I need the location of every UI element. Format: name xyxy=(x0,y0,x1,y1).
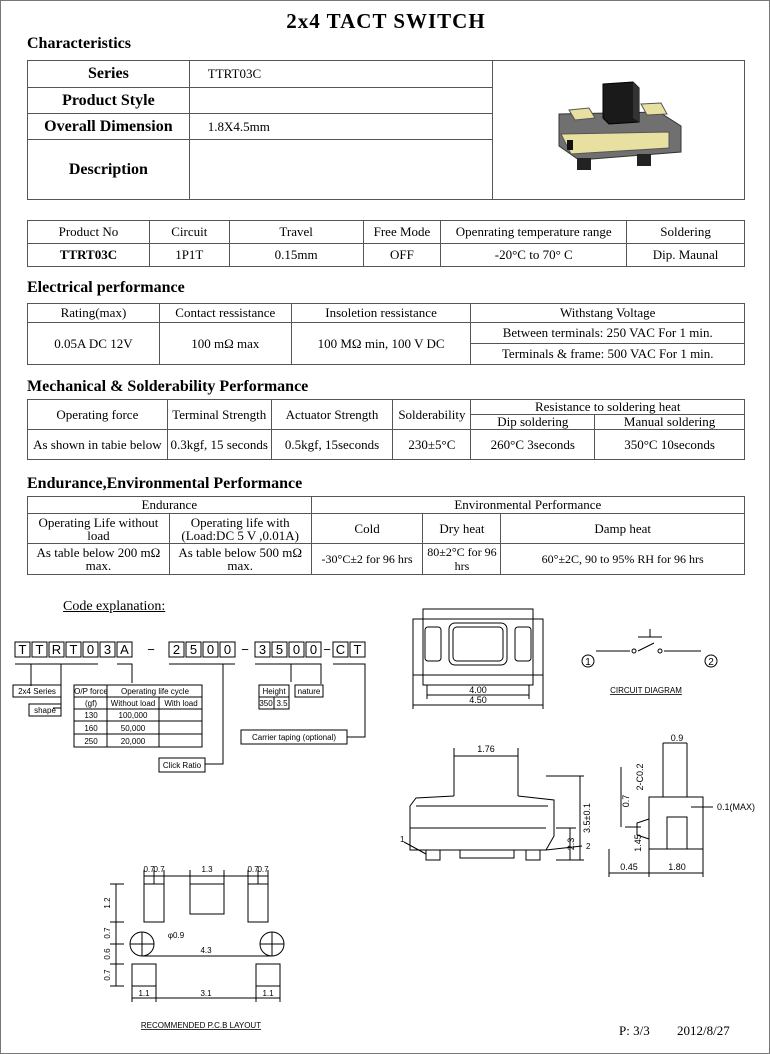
endurance-header-no-load: Operating Life without load xyxy=(28,514,170,544)
env-value-dry: 80±2°C for 96 hrs xyxy=(423,544,501,575)
code-char-11: 0 xyxy=(223,642,232,657)
mech-header-operating-force: Operating force xyxy=(28,400,168,430)
description-label: Description xyxy=(28,140,190,200)
mech-value-actuator-strength: 0.5kgf, 15seconds xyxy=(271,430,393,460)
product-header-free-mode: Free Mode xyxy=(363,221,441,244)
series-code-label: 2x4 Series xyxy=(18,687,56,696)
code-char-3: R xyxy=(51,642,62,657)
electrical-contact: 100 mΩ max xyxy=(159,323,291,365)
code-heading: Code explanation: xyxy=(63,599,166,614)
description-value xyxy=(189,140,492,200)
mech-value-manual: 350°C 10seconds xyxy=(595,430,745,460)
electrical-header-contact: Contact ressistance xyxy=(159,304,291,323)
electrical-header-rating: Rating(max) xyxy=(28,304,160,323)
mech-header-manual: Manual soldering xyxy=(595,415,745,430)
life-cycle-250: 20,000 xyxy=(120,737,146,746)
code-char-15: 0 xyxy=(309,642,318,657)
env-value-cold: -30°C±2 for 96 hrs xyxy=(311,544,423,575)
switch-illustration xyxy=(539,74,699,184)
code-char-17: T xyxy=(353,642,362,657)
top-view-drawing xyxy=(401,603,561,715)
product-value-free-mode: OFF xyxy=(363,244,441,267)
electrical-header-insulation: Insoletion ressistance xyxy=(291,304,471,323)
pcb-dim-07b: 0.7 xyxy=(153,865,165,874)
pcb-dim-43: 4.3 xyxy=(200,946,212,955)
front-view-drawing xyxy=(396,736,596,876)
electrical-withstand-terminals: Between terminals: 250 VAC For 1 min. xyxy=(471,323,745,344)
shape-code-label: shape xyxy=(34,706,56,715)
endurance-table xyxy=(27,496,745,575)
environmental-group-header: Environmental Performance xyxy=(311,497,744,514)
pcb-dim-07f: 0.7 xyxy=(103,969,112,981)
electrical-withstand-frame: Terminals & frame: 500 VAC For 1 min. xyxy=(471,344,745,365)
env-header-cold: Cold xyxy=(311,514,423,544)
product-value-soldering: Dip. Maunal xyxy=(627,244,745,267)
endurance-value-load: As table below 500 mΩ max. xyxy=(169,544,311,575)
code-char-16: C xyxy=(335,642,346,657)
mech-header-dip: Dip soldering xyxy=(471,415,595,430)
without-load-label: Without load xyxy=(110,699,156,708)
side-dim-180: 1.80 xyxy=(668,862,686,872)
top-dim-inner: 4.00 xyxy=(469,685,487,695)
with-load-label: With load xyxy=(164,699,198,708)
footer-date: 2012/8/27 xyxy=(677,1023,730,1038)
life-force-160: 160 xyxy=(84,724,98,733)
op-force-label: O/P force xyxy=(74,687,108,696)
front-pin-1: 1 xyxy=(400,835,405,844)
side-dim-145: 1.45 xyxy=(633,834,643,852)
top-dim-outer: 4.50 xyxy=(469,695,487,705)
pcb-dim-07c: 0.7 xyxy=(247,865,259,874)
circuit-pin-1: 1 xyxy=(585,657,591,668)
electrical-table xyxy=(27,303,745,365)
pcb-dim-31: 3.1 xyxy=(200,989,212,998)
code-char-6: 3 xyxy=(103,642,112,657)
electrical-header-withstand: Withstang Voltage xyxy=(471,304,745,323)
mechanical-heading: Mechanical & Solderability Performance xyxy=(27,378,309,395)
product-table xyxy=(27,220,745,267)
endurance-value-no-load: As table below 200 mΩ max. xyxy=(28,544,170,575)
life-cycle-130: 100,000 xyxy=(118,711,148,720)
page-title: 2x4 TACT SWITCH xyxy=(286,9,486,33)
product-header-travel: Travel xyxy=(229,221,363,244)
side-dim-045: 0.45 xyxy=(620,862,638,872)
pcb-dim-06: 0.6 xyxy=(103,948,112,960)
code-char-1: T xyxy=(18,642,27,657)
front-dim-23: 2.3 xyxy=(566,837,576,851)
life-force-250: 250 xyxy=(84,737,98,746)
side-view-drawing xyxy=(601,731,769,891)
code-explanation-diagram xyxy=(1,626,401,776)
mech-header-resistance: Resistance to soldering heat xyxy=(471,400,745,415)
pcb-layout-drawing xyxy=(96,856,306,1036)
life-cycle-160: 50,000 xyxy=(120,724,146,733)
circuit-diagram xyxy=(576,621,736,701)
circuit-pin-2: 2 xyxy=(708,657,714,668)
height-value: 350 xyxy=(259,699,273,708)
carrier-taping-label: Carrier taping (optional) xyxy=(251,733,337,742)
life-force-130: 130 xyxy=(84,711,98,720)
code-char-4: T xyxy=(69,642,78,657)
pcb-dim-phi: φ0.9 xyxy=(167,931,185,940)
pcb-dim-07e: 0.7 xyxy=(103,927,112,939)
code-char-13: 5 xyxy=(275,642,284,657)
product-header-soldering: Soldering xyxy=(627,221,745,244)
height-label: Height xyxy=(262,687,286,696)
pcb-dim-07a: 0.7 xyxy=(143,865,155,874)
code-char-14: 0 xyxy=(292,642,301,657)
side-dim-2c: 2-C0.2 xyxy=(635,763,645,791)
product-style-value xyxy=(189,88,492,114)
code-char-8: 2 xyxy=(172,642,181,657)
code-char-10: 0 xyxy=(206,642,215,657)
code-char-12: 3 xyxy=(258,642,267,657)
pcb-layout-label: RECOMMENDED P.C.B LAYOUT xyxy=(140,1021,262,1030)
product-header-product-no: Product No xyxy=(28,221,150,244)
electrical-heading: Electrical performance xyxy=(27,279,185,296)
mech-value-terminal-strength: 0.3kgf, 15 seconds xyxy=(167,430,271,460)
endurance-heading: Endurance,Environmental Performance xyxy=(27,475,303,492)
env-header-damp: Damp heat xyxy=(501,514,745,544)
product-value-temperature: -20°C to 70° C xyxy=(441,244,627,267)
front-dim-176: 1.76 xyxy=(477,744,495,754)
product-header-circuit: Circuit xyxy=(149,221,229,244)
product-value-circuit: 1P1T xyxy=(149,244,229,267)
code-dash-3: − xyxy=(323,642,331,657)
mech-header-solderability: Solderability xyxy=(393,400,471,430)
product-style-label: Product Style xyxy=(28,88,190,114)
endurance-header-load: Operating life with (Load:DC 5 V ,0.01A) xyxy=(169,514,311,544)
electrical-rating: 0.05A DC 12V xyxy=(28,323,160,365)
mech-value-dip: 260°C 3seconds xyxy=(471,430,595,460)
life-cycle-label: Operating life cycle xyxy=(120,687,190,696)
overall-dimension-value: 1.8X4.5mm xyxy=(189,114,492,140)
endurance-group-header: Endurance xyxy=(28,497,312,514)
series-value: TTRT03C xyxy=(189,61,492,88)
mechanical-table xyxy=(27,399,745,460)
env-value-damp: 60°±2C, 90 to 95% RH for 96 hrs xyxy=(501,544,745,575)
side-dim-07: 0.7 xyxy=(621,794,631,808)
product-value-product-no: TTRT03C xyxy=(28,244,150,267)
mech-value-operating-force: As shown in tabie below xyxy=(28,430,168,460)
click-ratio-label: Click Ratio xyxy=(162,761,202,770)
pcb-dim-12: 1.2 xyxy=(103,897,112,909)
code-char-7: A xyxy=(120,642,129,657)
front-pin-2: 2 xyxy=(586,842,591,851)
side-dim-01: 0.1(MAX) xyxy=(717,802,756,812)
overall-dimension-label: Overall Dimension xyxy=(28,114,190,140)
env-header-dry: Dry heat xyxy=(423,514,501,544)
code-char-2: T xyxy=(35,642,44,657)
code-char-5: 0 xyxy=(86,642,95,657)
electrical-insulation: 100 MΩ min, 100 V DC xyxy=(291,323,471,365)
pcb-dim-13: 1.3 xyxy=(201,865,213,874)
mech-header-actuator-strength: Actuator Strength xyxy=(271,400,393,430)
mech-value-solderability: 230±5°C xyxy=(393,430,471,460)
front-dim-35: 3.5±0.1 xyxy=(582,803,592,833)
nature-label: nature xyxy=(297,687,321,696)
switch-illustration-cell xyxy=(493,61,745,200)
mech-header-terminal-strength: Terminal Strength xyxy=(167,400,271,430)
pcb-dim-07d: 0.7 xyxy=(257,865,269,874)
pcb-dim-11b: 1.1 xyxy=(262,989,274,998)
product-header-temperature: Openrating temperature range xyxy=(441,221,627,244)
footer-page-number: P: 3/3 xyxy=(619,1023,650,1038)
code-dash-2: − xyxy=(241,642,249,657)
height-mm: 3.5 xyxy=(276,699,288,708)
characteristics-table xyxy=(27,60,745,200)
code-char-9: 5 xyxy=(189,642,198,657)
characteristics-heading: Characteristics xyxy=(27,35,131,52)
op-force-unit: (gf) xyxy=(85,699,97,708)
series-label: Series xyxy=(28,61,190,88)
circuit-diagram-label: CIRCUIT DIAGRAM xyxy=(610,686,682,695)
pcb-dim-11a: 1.1 xyxy=(138,989,150,998)
side-dim-09: 0.9 xyxy=(670,733,684,743)
product-value-travel: 0.15mm xyxy=(229,244,363,267)
code-dash-1: − xyxy=(147,642,155,657)
